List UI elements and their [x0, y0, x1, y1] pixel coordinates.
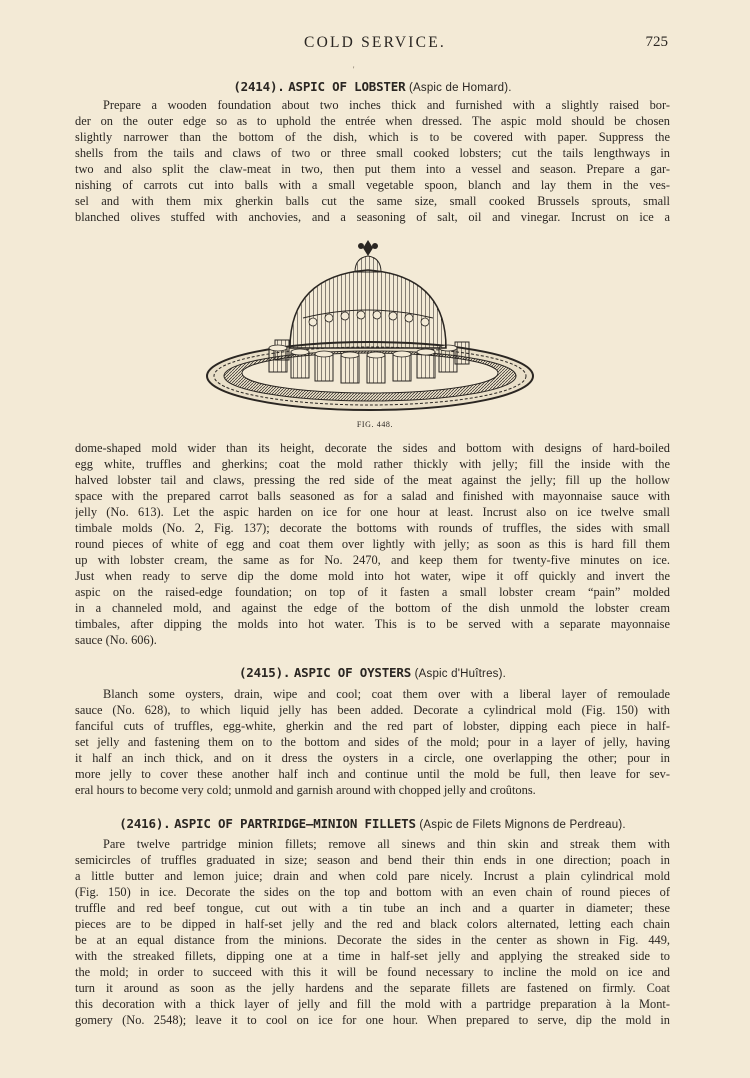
text-line: up with lobster cream, the same as for No. 2470, and keep them for twenty-five minutes on ice.: [75, 553, 670, 567]
text-line: (Fig. 150) in ice. Decorate the sides on the top and bottom with an even chain of round pieces of: [75, 885, 670, 899]
text-line: turn it around as soon as the jelly hardens and the separate fillets are fastened on firmly. Coat: [75, 981, 670, 995]
text-line: timbales, after dipping the molds into hot water. This is to be served with a separate mayonnaise: [75, 617, 670, 631]
figure-caption: FIG. 448.: [356, 420, 394, 429]
section-number: (2414).: [233, 79, 285, 94]
text-line: a little butter and lemon juice; drain and when cold pare nicely. Incrust a plain cylindrical mold: [75, 869, 670, 883]
paragraph-2416: [75, 836, 670, 1028]
text-line: slightly narrower than the bottom of the dish, which is to be covered with paper. Suppress the: [75, 130, 670, 144]
text-line: eral hours to become very cold; unmold and garnish around with chopped jelly and croûtons.: [75, 783, 536, 797]
text-line: aspic on the raised-edge foundation; on top of it fasten a small lobster cream “pain” molded: [75, 585, 670, 599]
text-line: dome-shaped mold wider than its height, decorate the sides and bottom with designs of hard-boiled: [75, 441, 670, 455]
text-line: fanciful cuts of truffles, egg-white, gherkin and the red part of lobster, dipping each piece in half-: [75, 719, 670, 733]
section-french-title: (Aspic d'Huîtres).: [414, 668, 507, 680]
section-title: ASPIC OF LOBSTER: [288, 79, 406, 94]
paragraph-2414-a: [75, 97, 670, 225]
text-line: this decoration with a thick layer of jelly and fill the mold with a partridge preparation à la Mont-: [75, 997, 670, 1011]
text-line: round pieces of white of egg and coat them over lightly with jelly; as soon as this is hard fill them: [75, 537, 670, 551]
text-line: halved lobster tail and claws, pressing the red side of the meat against the jelly; fill up the hollow: [75, 473, 670, 487]
text-line: sauce (No. 628), to which liquid jelly has been added. Decorate a cylindrical mold (Fig. 150) with: [75, 703, 670, 717]
section-french-title: (Aspic de Homard).: [408, 82, 512, 94]
aspic-mold-illustration: [205, 236, 535, 434]
text-line: the mold; in order to succeed with this it will be found necessary to incline the mold on ice and: [75, 965, 670, 979]
text-line: sel and with them mix gherkin balls cut the same size, small cooked Brussels sprouts, small: [75, 194, 670, 208]
section-title: ASPIC OF OYSTERS: [293, 665, 412, 680]
text-line: pieces are to be dipped in half-set jelly and the red and black colors alternated, letting each chain: [75, 917, 670, 931]
text-line: semicircles of truffles graduated in size; season and bend their thin ends in one direction; poach in: [75, 853, 670, 867]
section-number: (2415).: [238, 665, 291, 680]
section-number: (2416).: [119, 816, 171, 831]
paragraph-2415: [75, 686, 670, 798]
text-line: Blanch some oysters, drain, wipe and cool; coat them over with a liberal layer of remoulade: [103, 687, 670, 701]
section-heading-2416: [75, 815, 670, 834]
running-title: COLD SERVICE.: [304, 34, 446, 51]
section-heading-2415: [75, 664, 670, 683]
text-line: nishing of carrots cut into balls with a small vegetable spoon, blanch and lay them in the ves-: [75, 178, 670, 192]
text-line: it half an inch thick, and on it dress the oysters in a circle, one overlapping the other; pour in: [75, 751, 670, 765]
text-line: gomery (No. 2548); leave it to cool on ice for one hour. When prepared to serve, dip the mold in: [75, 1013, 670, 1027]
page-number: 725: [645, 34, 668, 50]
text-line: set jelly and fastening them on to the bottom and sides of the mold; pour in a layer of jelly, having: [75, 735, 670, 749]
section-french-title: (Aspic de Filets Mignons de Perdreau).: [419, 819, 626, 831]
stray-mark: ': [353, 65, 355, 74]
text-line: space with the prepared carrot balls seasoned as for a salad and finished with mayonnaise sauce with: [75, 489, 670, 503]
text-line: blanched olives stuffed with anchovies, and a seasoning of salt, oil and vinegar. Incrust on ice a: [75, 210, 670, 224]
section-title: ASPIC OF PARTRIDGE—MINION FILLETS: [174, 816, 416, 831]
text-line: timbale molds (No. 2, Fig. 137); decorate the bottoms with rounds of truffles, the sides with small: [75, 521, 670, 535]
text-line: with the streaked fillets, dipping one at a time in half-set jelly and applying the streaked side to: [75, 949, 670, 963]
text-line: be at an equal distance from the minions. Decorate the sides in the center as shown in Fig. 449,: [75, 933, 670, 947]
text-line: two and also split the claw-meat in two, then put them into a vessel and season. Prepare a gar-: [75, 162, 670, 176]
text-line: Just when ready to serve dip the dome mold into hot water, wipe it off quickly and invert the: [75, 569, 670, 583]
text-line: more jelly to cover these another half inch and continue until the mold be full, then leave for sev-: [75, 767, 670, 781]
paragraph-2414-b: [75, 440, 670, 648]
text-line: jelly (No. 613). Let the aspic harden on ice for one hour at least. Incrust also on ice twelve small: [75, 505, 670, 519]
text-line: egg white, truffles and gherkins; coat the mold rather thickly with jelly; fill the inside with the: [75, 457, 670, 471]
running-head: [0, 34, 750, 54]
text-line: Pare twelve partridge minion fillets; remove all sinews and thin skin and streak them with: [103, 837, 670, 851]
text-line: der on the outer edge so as to uphold the entrée when dressed. The aspic mold should be chosen: [75, 114, 670, 128]
section-heading-2414: [75, 78, 670, 97]
text-line: shells from the tails and claws of two or three small cooked lobsters; cut the tails lengthways in: [75, 146, 670, 160]
text-line: in a channeled mold, and against the edge of the bottom of the dish unmold the lobster cream: [75, 601, 670, 615]
text-line: Prepare a wooden foundation about two inches thick and furnished with a slightly raised bor-: [103, 98, 670, 112]
text-line: sauce (No. 606).: [75, 633, 157, 647]
text-line: truffle and red beef tongue, cut out with a tin tube an inch and a quarter in diameter; these: [75, 901, 670, 915]
